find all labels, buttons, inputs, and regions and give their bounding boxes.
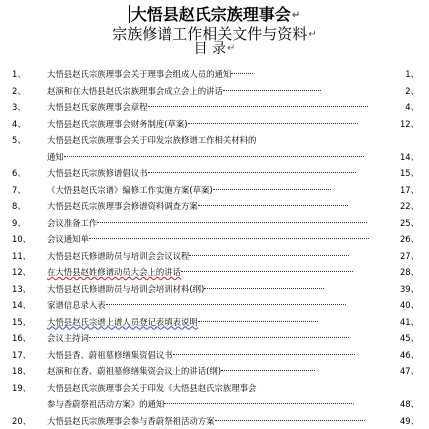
toc-title: 大悟县赵氏宗族理事会关于印发宗族修谱工作相关材料的: [47, 132, 256, 149]
leader-dots: [148, 172, 356, 173]
toc-entry[interactable]: [0, 132, 429, 165]
toc-title: 赵演和在大悟县赵氏宗族理事会成立会上的讲话: [47, 86, 223, 96]
toc-page: 48、: [400, 396, 419, 413]
toc-page: 17、: [400, 182, 419, 199]
toc-entry[interactable]: [0, 347, 429, 364]
toc-number: 3、: [12, 99, 26, 116]
toc-page: 40、: [400, 297, 419, 314]
toc-title: 会议通知单: [47, 234, 89, 244]
toc-title: 会议准备工作: [47, 218, 97, 228]
toc-page: 12、: [400, 116, 419, 133]
toc-title: 家谱信息录入表: [47, 300, 106, 310]
toc-title-continued: 参与香蔚祭祖活动方案》的通知: [47, 399, 164, 409]
toc-number: 18、: [12, 363, 31, 380]
toc-page: 2、: [405, 83, 419, 100]
toc-page: 14、: [400, 149, 419, 166]
title-line3: 目 录: [194, 41, 226, 57]
toc-title: 大悟县赵氏宗族理事会修谱资料调查方案: [47, 201, 198, 211]
toc-title: 《大悟县赵氏宗谱》编修工作实施方案(草案): [47, 185, 213, 195]
toc-page: 41、: [400, 314, 419, 331]
return-mark-icon: ↵: [227, 43, 235, 54]
toc-title: 大悟县赵氏宗谱上谱人员登记表填表说明: [47, 317, 198, 327]
leader-dots: [221, 370, 315, 371]
toc-entry[interactable]: [0, 198, 429, 215]
toc-heading: [0, 40, 429, 58]
toc-entry[interactable]: [0, 66, 429, 83]
toc-title: 大悟县赵氏修谱助员与培训会培训材料(纲): [47, 284, 204, 294]
toc-title: 大悟县赵氏宗族理事会参与香蔚祭祖活动方案: [47, 416, 215, 426]
toc-entry[interactable]: [0, 297, 429, 314]
toc-page: 49、: [400, 413, 419, 429]
leader-dots: [148, 106, 368, 107]
toc-page: 28、: [400, 264, 419, 281]
leader-dots: [204, 288, 324, 289]
leader-dots: [198, 205, 348, 206]
leader-dots: [64, 156, 364, 157]
toc-number: 11、: [12, 248, 31, 265]
toc-title: 赵演和在香、蔚祖墓修缮集资会议上的讲话(纲): [47, 366, 221, 376]
toc-entry[interactable]: [0, 330, 429, 347]
toc-entry[interactable]: [0, 215, 429, 232]
toc-title: 大悟县赵氏宗族修谱倡议书: [47, 168, 148, 178]
leader-dots: [89, 337, 349, 338]
leader-dots: [164, 403, 354, 404]
toc-title: 大悟县赵氏宗族理事会关于理事会组成人员的通知: [47, 69, 231, 79]
toc-title: 大悟县赵氏家族理事会章程: [47, 102, 148, 112]
toc-entry[interactable]: [0, 83, 429, 100]
leader-dots: [173, 354, 355, 355]
toc-page: 22、: [400, 198, 419, 215]
toc-page: 27、: [400, 248, 419, 265]
title-line2: 宗族修谱工作相关文件与资料: [112, 25, 307, 43]
toc-entry[interactable]: [0, 99, 429, 116]
return-mark-icon: ↵: [292, 10, 300, 21]
toc-title: 在大悟县赵姓修谱动员大会上的讲话: [47, 267, 181, 277]
leader-dots: [231, 73, 253, 74]
toc-number: 20、: [12, 413, 31, 429]
leader-dots: [189, 255, 349, 256]
title-line1: 大悟县赵氏宗族理事会: [131, 5, 291, 24]
toc-entry[interactable]: [0, 413, 429, 429]
toc-number: 10、: [12, 231, 31, 248]
toc-number: 14、: [12, 297, 31, 314]
toc-title: 大悟县香、蔚祖墓修缮集资倡议书: [47, 350, 173, 360]
toc-entry[interactable]: [0, 380, 429, 413]
toc-page: 45、: [400, 330, 419, 347]
toc-number: 8、: [12, 198, 26, 215]
leader-dots: [181, 271, 353, 272]
toc-page: 47、: [400, 363, 419, 380]
table-of-contents: [0, 66, 429, 429]
toc-page: 26、: [400, 231, 419, 248]
leader-dots: [106, 304, 346, 305]
toc-entry[interactable]: [0, 182, 429, 199]
toc-page: 1、: [405, 66, 419, 83]
leader-dots: [89, 238, 369, 239]
leader-dots: [198, 321, 318, 322]
leader-dots: [97, 222, 367, 223]
toc-number: 17、: [12, 347, 31, 364]
toc-number: 1、: [12, 66, 26, 83]
toc-entry[interactable]: [0, 314, 429, 331]
leader-dots: [188, 123, 358, 124]
toc-entry[interactable]: [0, 248, 429, 265]
toc-title: 大悟县赵氏宗族理事会关于印发《大悟县赵氏宗族理事会: [47, 380, 256, 397]
toc-number: 19、: [12, 380, 31, 397]
toc-entry[interactable]: [0, 363, 429, 380]
toc-entry[interactable]: [0, 281, 429, 298]
toc-number: 9、: [12, 215, 26, 232]
leader-dots: [223, 90, 321, 91]
toc-number: 15、: [12, 314, 31, 331]
toc-number: 4、: [12, 116, 26, 133]
toc-number: 12、: [12, 264, 31, 281]
toc-number: 7、: [12, 182, 26, 199]
toc-entry[interactable]: [0, 264, 429, 281]
text-cursor: [129, 5, 130, 23]
toc-number: 6、: [12, 165, 26, 182]
toc-number: 13、: [12, 281, 31, 298]
toc-title: 大悟县赵氏宗族理事会财务制度(草案): [47, 119, 188, 129]
toc-number: 5、: [12, 132, 26, 149]
toc-page: 4、: [405, 99, 419, 116]
toc-title-continued: 通知: [47, 152, 64, 162]
return-mark-icon: ↵: [308, 29, 316, 40]
toc-page: 46、: [400, 347, 419, 364]
toc-page: 25、: [400, 215, 419, 232]
toc-page: 15、: [400, 165, 419, 182]
toc-entry[interactable]: [0, 231, 429, 248]
toc-number: 16、: [12, 330, 31, 347]
toc-title: 会议主持词: [47, 333, 89, 343]
toc-number: 2、: [12, 83, 26, 100]
toc-entry[interactable]: [0, 116, 429, 133]
leader-dots: [213, 189, 331, 190]
toc-entry[interactable]: [0, 165, 429, 182]
toc-page: 39、: [400, 281, 419, 298]
toc-title: 大悟县赵氏修谱助员与培训会会议议程: [47, 251, 189, 261]
